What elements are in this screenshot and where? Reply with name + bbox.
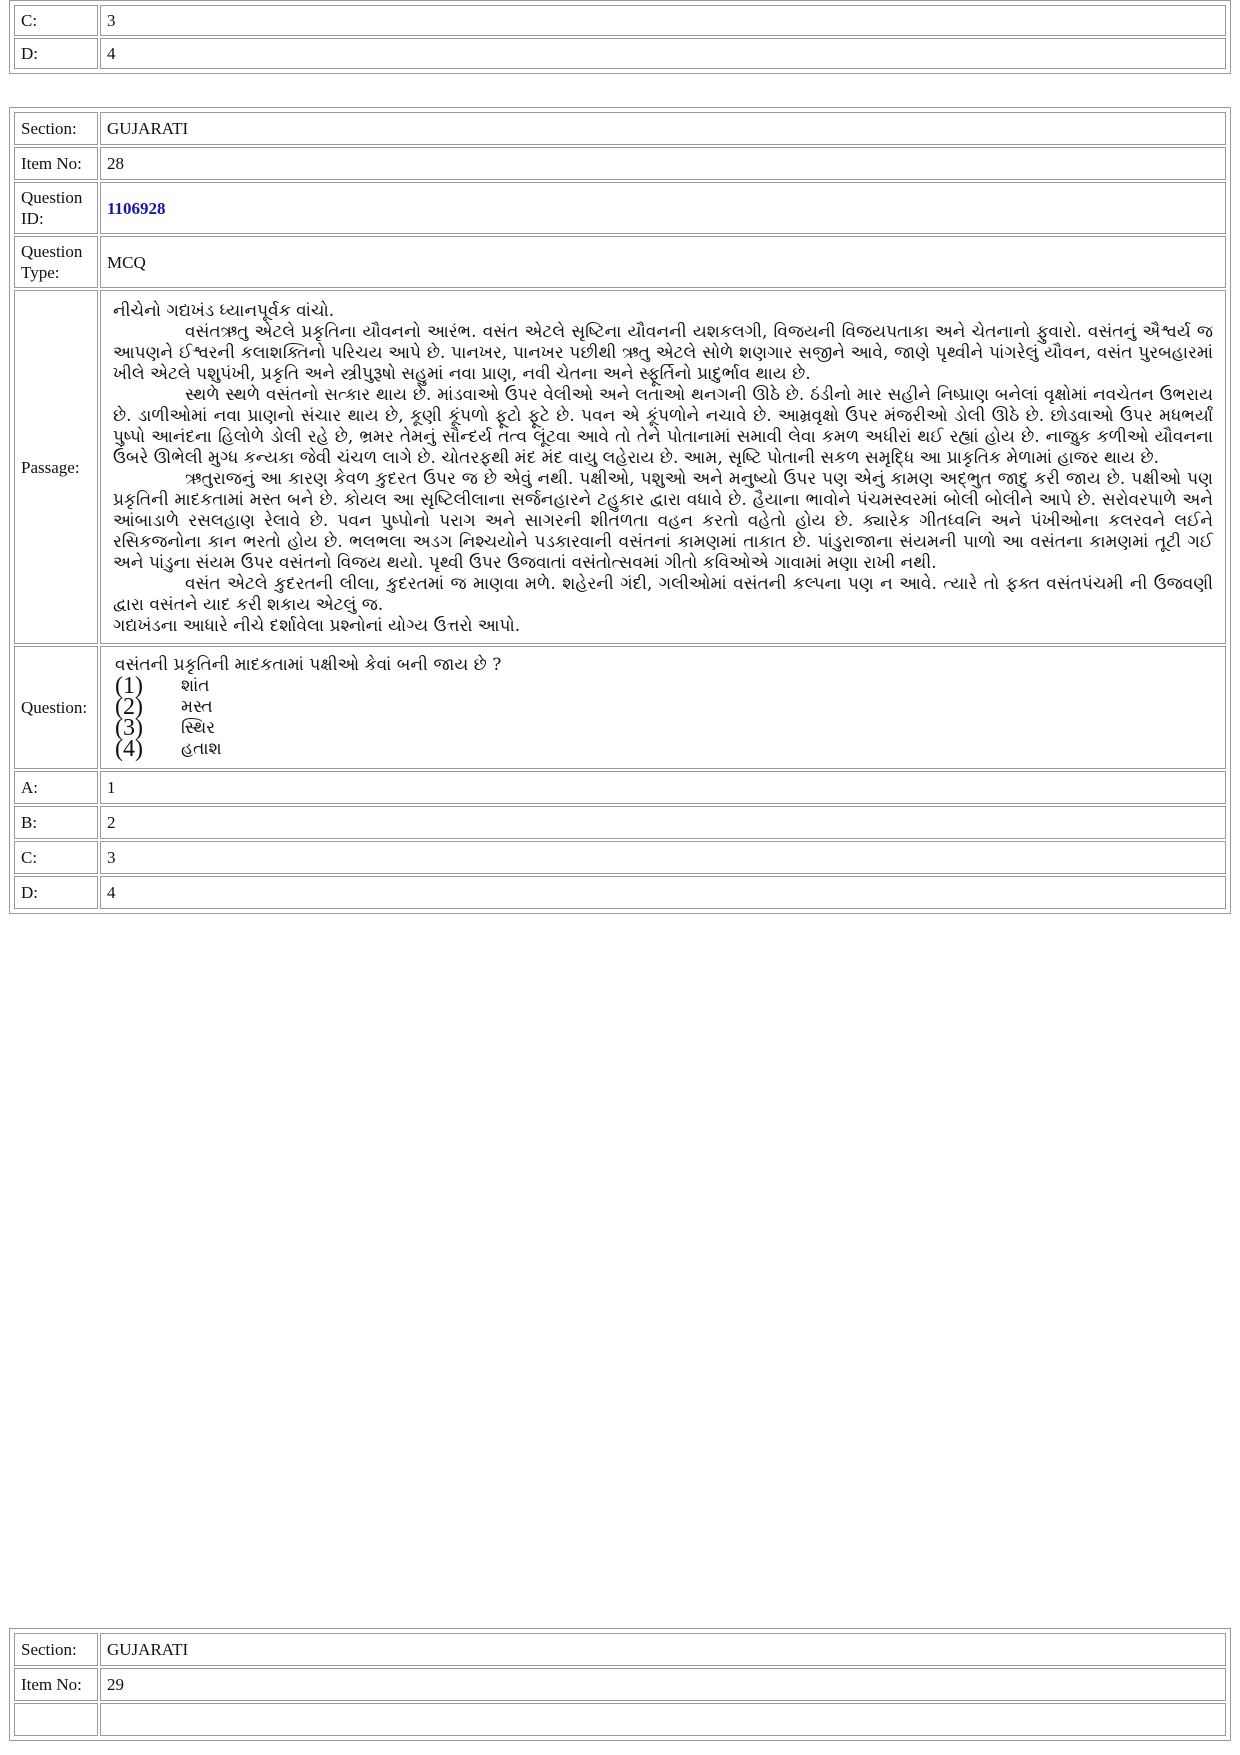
answer-value: 4: [100, 876, 1226, 909]
item-no-value: 28: [100, 147, 1226, 180]
passage-closing: ગદ્યખંડના આધારે નીચે દર્શાવેલા પ્રશ્નોનાં યોગ્ય ઉત્તરો આપો.: [113, 616, 521, 636]
passage-row: [14, 290, 1226, 644]
item-29-table: [9, 1628, 1231, 1741]
question-type-value: MCQ: [100, 236, 1226, 288]
passage-label: Passage:: [14, 290, 98, 644]
answer-value: 3: [100, 841, 1226, 874]
answer-value: 4: [100, 38, 1226, 69]
answer-row-a: [14, 771, 1226, 804]
answer-label: C:: [14, 5, 98, 36]
question-row: [14, 646, 1226, 769]
section-label: Section:: [14, 112, 98, 145]
next-row: [14, 1703, 1226, 1736]
section-row: [14, 1633, 1226, 1666]
option-text: હતાશ: [181, 739, 222, 759]
row-label: [14, 1703, 98, 1736]
option-3: [115, 715, 1211, 741]
option-text: સ્થિર: [181, 718, 216, 738]
previous-item-table: [9, 0, 1231, 74]
section-label: Section:: [14, 1633, 98, 1666]
passage-intro: નીચેનો ગદ્યખંડ ધ્યાનપૂર્વક વાંચો.: [113, 301, 335, 321]
answer-row-c: [14, 841, 1226, 874]
question-id-label: Question ID:: [14, 182, 98, 234]
item-no-value: 29: [100, 1668, 1226, 1701]
item-no-row: [14, 1668, 1226, 1701]
answer-value: 2: [100, 806, 1226, 839]
passage-paragraph-4: વસંત એટલે કુદરતની લીલા, કુદરતમાં જ માણવા મળે. શહેરની ગંદી, ગલીઓમાં વસંતની કલ્પના પણ ન આવે. ત્યારે તો ફક્ત વસંતપંચમી ની ઉજવણી દ્વારા વસંતને યાદ કરી શકાય એટલું જ.: [113, 574, 1213, 615]
option-number: (1): [115, 673, 143, 699]
option-4: [115, 736, 1211, 762]
question-text: વસંતની પ્રકૃતિની માદકતામાં પક્ષીઓ કેવાં બની જાય છે ?: [115, 655, 502, 675]
section-value: GUJARATI: [100, 1633, 1226, 1666]
item-28-table: [9, 107, 1231, 914]
passage-paragraph-2: સ્થળે સ્થળે વસંતનો સત્કાર થાય છે. માંડવાઓ ઉપર વેલીઓ અને લતાઓ થનગની ઊઠે છે. ઠંડીનો માર સહીને નિષ્પ્રાણ બનેલાં વૃક્ષોમાં નવચેતન ઉભરાય છે. ડાળીઓમાં નવા પ્રાણનો સંચાર થાય છે, કૂણી કૂંપળો ફૂટો ફૂટે છે. પવન એ કૂંપળોને નચાવે છે. આમ્રવૃક્ષો ઉપર મંજરીઓ ડોલી ઊઠે છે. છોડવાઓ ઉપર મધભર્યાં પુષ્પો આનંદના હિલોળે ડોલી રહે છે, ભ્રમર તેમનું સૌન્દર્ય તત્વ લૂંટવા આવે તો તેને પોતાનામાં સમાવી લેવા કમળ અધીરાં થઈ રહ્યાં હોય છે. નાજુક કળીઓ યૌવનના ઉંબરે ઊભેલી મુગ્ધ કન્યકા જેવી ચંચળ લાગે છે. ચોતરફથી મંદ મંદ વાયુ લહેરાય છે. આમ, સૃષ્ટિ પોતાની સકળ સમૃદ્ધિ આ પ્રાકૃતિક મેળામાં હાજર થાય છે.: [113, 385, 1213, 468]
item-no-label: Item No:: [14, 1668, 98, 1701]
item-no-label: Item No:: [14, 147, 98, 180]
answer-value: 1: [100, 771, 1226, 804]
answer-label: D:: [14, 876, 98, 909]
question-label: Question:: [14, 646, 98, 769]
answer-label: C:: [14, 841, 98, 874]
option-number: (2): [115, 694, 143, 720]
option-1: [115, 673, 1211, 699]
item-no-row: [14, 147, 1226, 180]
option-number: (3): [115, 715, 143, 741]
option-2: [115, 694, 1211, 720]
option-text: મસ્ત: [181, 697, 213, 717]
answer-row-d: [14, 38, 1226, 69]
section-row: [14, 112, 1226, 145]
passage-paragraph-3: ઋતુરાજનું આ કારણ કેવળ કુદરત ઉપર જ છે એવું નથી. પક્ષીઓ, પશુઓ અને મનુષ્યો ઉપર પણ એનું કામણ અદ્ભુત જાદુ કરી જાય છે. પક્ષીઓ પણ પ્રકૃતિની માદકતામાં મસ્ત બને છે. કોયલ આ સૃષ્ટિલીલાના સર્જનહારને ટહુકાર દ્વારા વધાવે છે. હૈયાના ભાવોને પંચમસ્વરમાં બોલી બોલીને આપે છે. સરોવરપાળે અને આંબાડાળે રસલહાણ રેલાવે છે. પવન પુષ્પોનો પરાગ અને સાગરની શીતળતા વહન કરતો વહેતો હોય છે. ક્યારેક ગીતધ્વનિ અને પંખીઓના કલરવને લઈને રસિકજનોના કાન ભરતો હોય છે. ભલભલા અડગ નિશ્ચયોને પડકારવાની વસંતનાં કામણમાં તાકાત છે. પાંડુરાજાના સંયમની પાળો આ વસંતના કામણમાં તૂટી ગઈ અને પાંડુના સંયમ ઉપર વસંતનો વિજય થયો. પૃથ્વી ઉપર ઉજવાતાં વસંતોત્સવમાં ગીતો કવિઓએ ગાવામાં મણા રાખી નથી.: [113, 469, 1213, 573]
answer-row-c: [14, 5, 1226, 36]
row-value: [100, 1703, 1226, 1736]
answer-value: 3: [100, 5, 1226, 36]
answer-label: D:: [14, 38, 98, 69]
option-number: (4): [115, 736, 143, 762]
question-content: [100, 646, 1226, 769]
answer-row-b: [14, 806, 1226, 839]
option-text: શાંત: [181, 676, 210, 696]
answer-label: B:: [14, 806, 98, 839]
question-type-row: [14, 236, 1226, 288]
question-id-row: [14, 182, 1226, 234]
answer-label: A:: [14, 771, 98, 804]
passage-text: [100, 290, 1226, 644]
question-id-value: 1106928: [100, 182, 1226, 234]
section-value: GUJARATI: [100, 112, 1226, 145]
question-type-label: Question Type:: [14, 236, 98, 288]
passage-paragraph-1: વસંતઋતુ એટલે પ્રકૃતિના યૌવનનો આરંભ. વસંત એટલે સૃષ્ટિના યૌવનની યશકલગી, વિજયની વિજયપતાકા અને ચેતનાનો ફુવારો. વસંતનું ઐશ્વર્ય જ આપણને ઈશ્વરની કલાશક્તિનો પરિચય આપે છે. પાનખર, પાનખર પછીથી ઋતુ એટલે સોળે શણગાર સજીને આવે, જાણે પૃથ્વીને પાંગરેલું યૌવન, વસંત પુરબહારમાં ખીલે એટલે પશુપંખી, પ્રકૃતિ અને સ્ત્રીપુરૂષો સહુમાં નવા પ્રાણ, નવી ચેતના અને સ્ફૂર્તિનો પ્રાદુર્ભાવ થાય છે.: [113, 322, 1213, 384]
answer-row-d: [14, 876, 1226, 909]
